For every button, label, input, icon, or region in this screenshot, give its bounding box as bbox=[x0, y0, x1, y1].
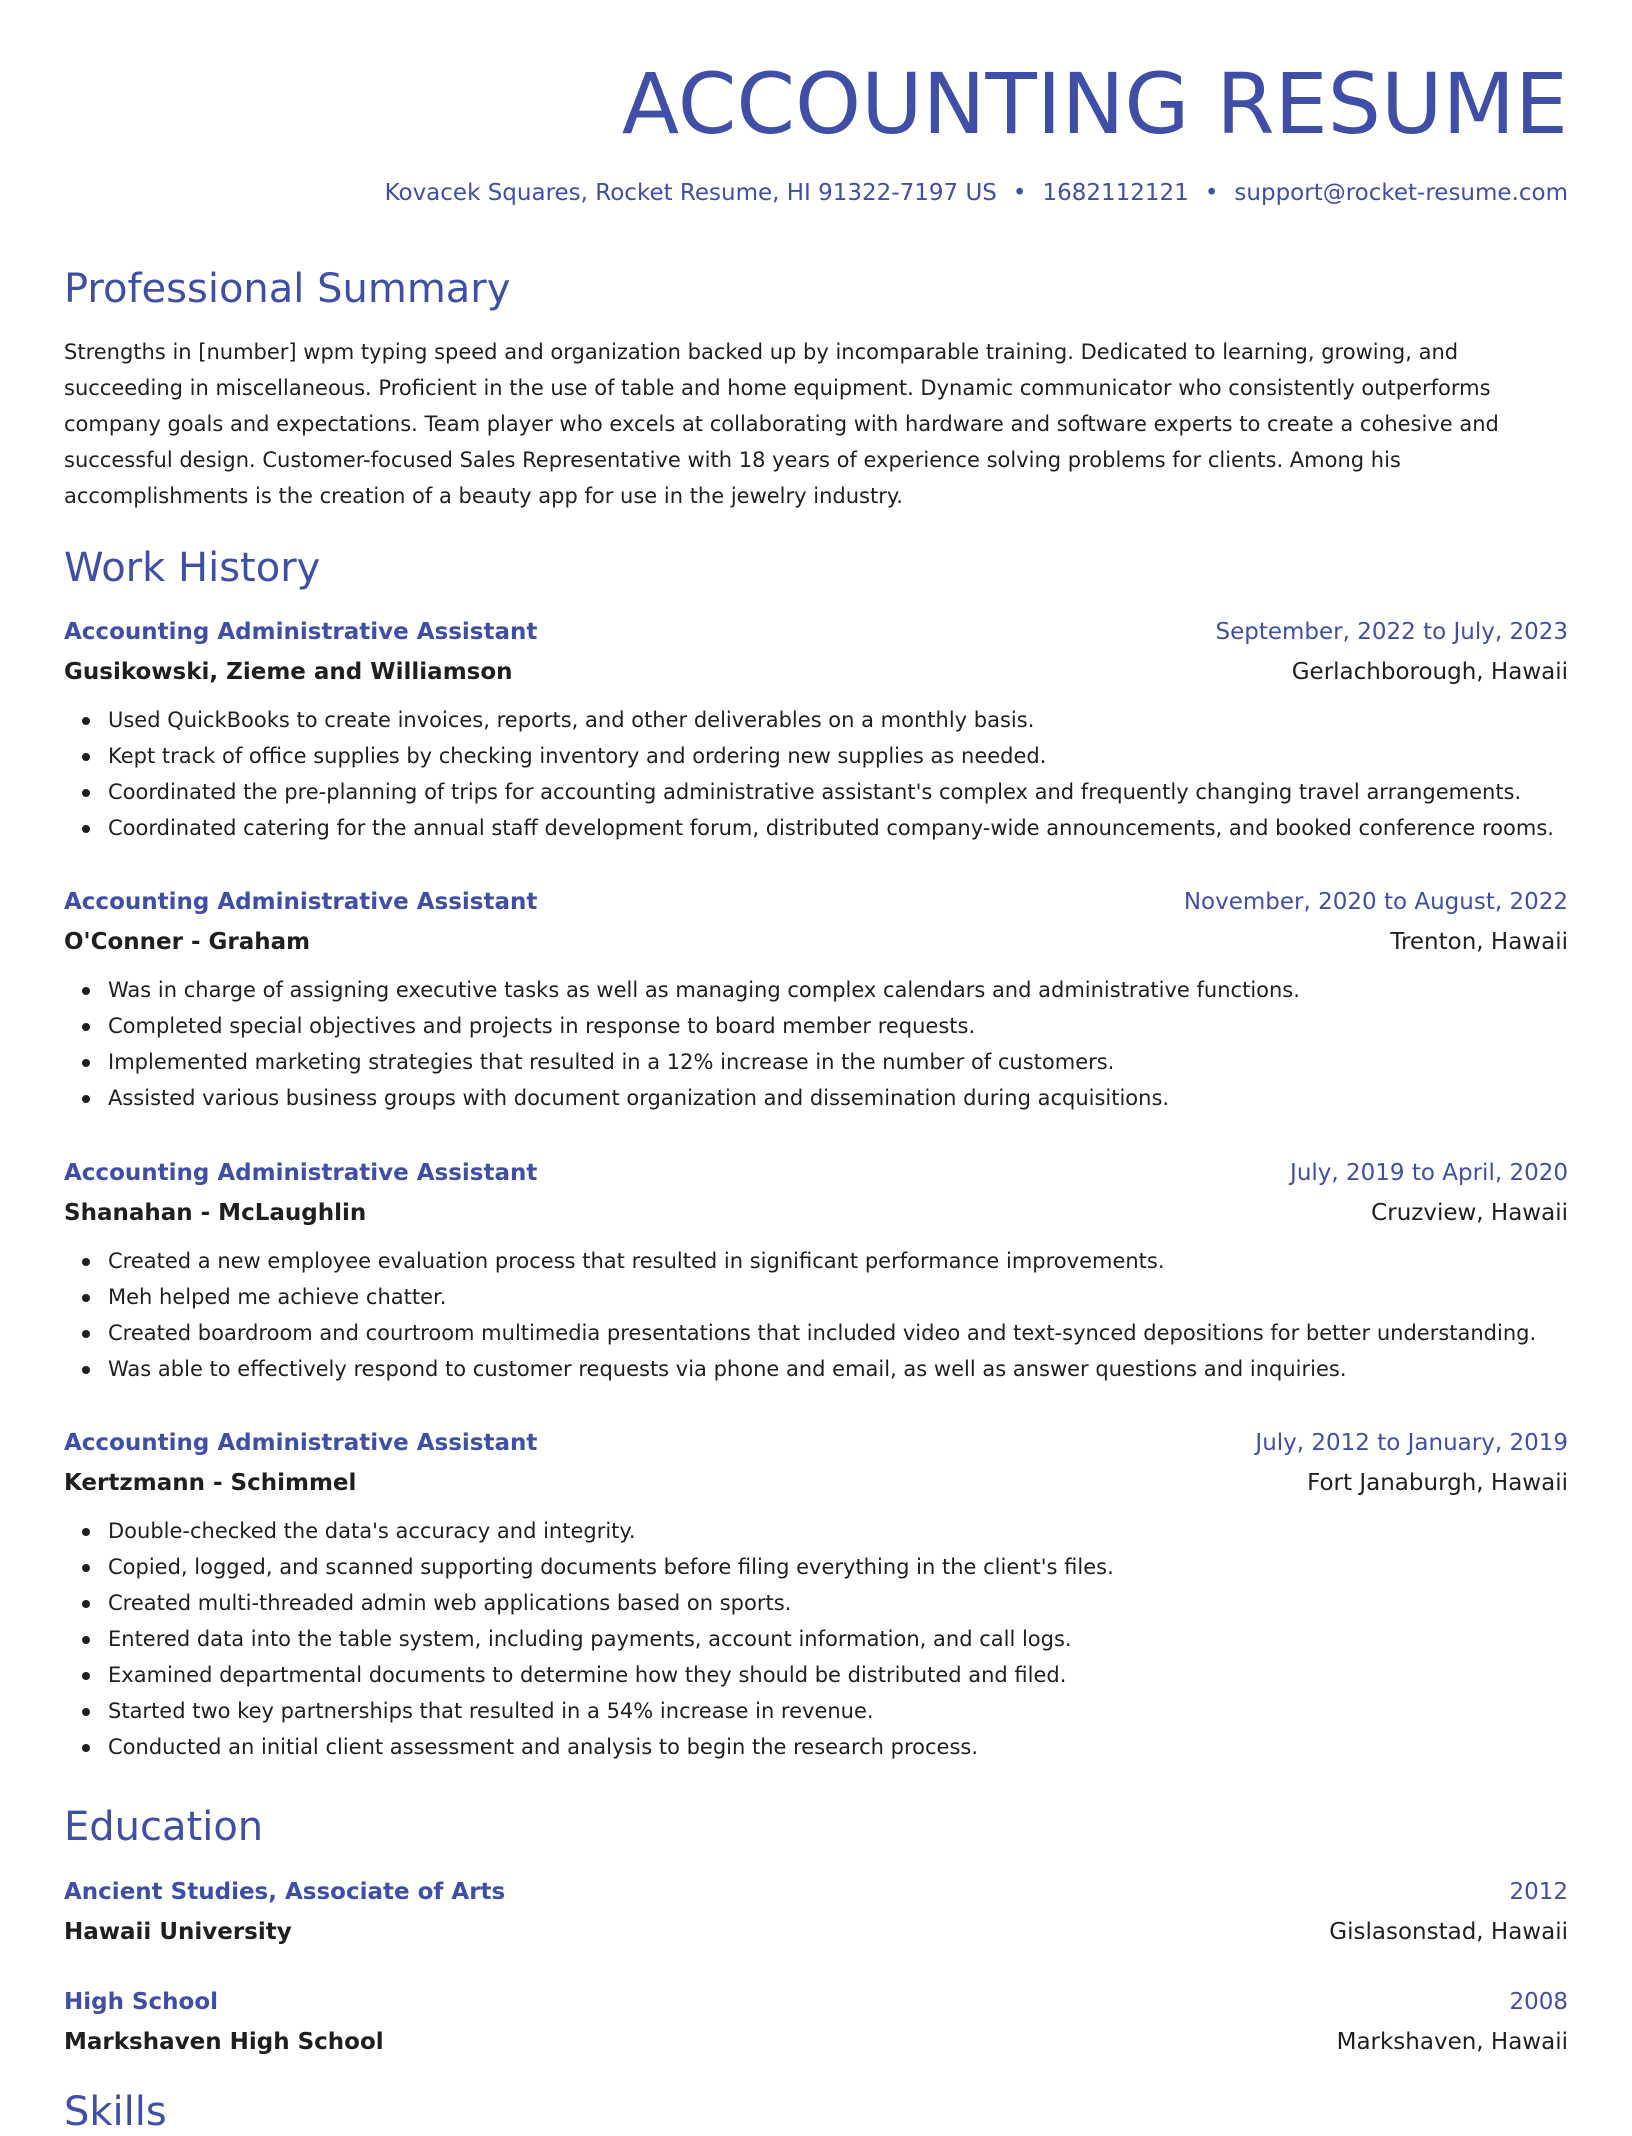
education-header-row bbox=[64, 1986, 1568, 2018]
job-company-row bbox=[64, 926, 1568, 958]
job-company: Gusikowski, Zieme and Williamson bbox=[64, 659, 513, 685]
job-bullet: Conducted an initial client assessment and analysis to begin the research process. bbox=[108, 1729, 1568, 1765]
education-header-row bbox=[64, 1876, 1568, 1908]
education-location: Gislasonstad, Hawaii bbox=[1329, 1919, 1568, 1945]
skills-heading: Skills bbox=[64, 2089, 167, 2135]
job-bullet: Implemented marketing strategies that resulted in a 12% increase in the number of customers. bbox=[108, 1044, 1568, 1080]
job-bullet: Double-checked the data's accuracy and integrity. bbox=[108, 1513, 1568, 1549]
education-school-row bbox=[64, 2026, 1568, 2058]
contact-email[interactable]: support@rocket-resume.com bbox=[1234, 180, 1568, 206]
job-role: Accounting Administrative Assistant bbox=[64, 889, 538, 915]
job-bullets bbox=[64, 1243, 1568, 1387]
job-bullet: Created multi-threaded admin web applications based on sports. bbox=[108, 1585, 1568, 1621]
job-bullets bbox=[64, 1513, 1568, 1765]
job-dates: November, 2020 to August, 2022 bbox=[1183, 889, 1568, 915]
job-header-row bbox=[64, 1157, 1568, 1189]
summary-text: Strengths in [number] wpm typing speed and organization backed up by incomparable training. Dedicated to learning, growing, and succeeding in miscellaneous. Proficient in the use of table and home equipment. Dynamic communicator who consistently outperforms company goals and expectations. Team player who excels at collaborating with hardware and software experts to create a cohesive and successful design. Customer-focused Sales Representative with 18 years of experience solving problems for clients. Among his accomplishments is the creation of a beauty app for use in the jewelry industry. bbox=[64, 340, 1499, 508]
education-year: 2008 bbox=[1509, 1989, 1568, 2015]
job-dates: July, 2012 to January, 2019 bbox=[1255, 1430, 1568, 1456]
education-school-row bbox=[64, 1916, 1568, 1948]
education-degree: High School bbox=[64, 1989, 219, 2015]
education-school: Hawaii University bbox=[64, 1919, 292, 1945]
job-bullet: Coordinated catering for the annual staff development forum, distributed company-wide announcements, and booked conference rooms. bbox=[108, 810, 1568, 846]
job-header-row bbox=[64, 886, 1568, 918]
job-dates: July, 2019 to April, 2020 bbox=[1290, 1160, 1568, 1186]
job-bullet: Created boardroom and courtroom multimedia presentations that included video and text-synced depositions for better understanding. bbox=[108, 1315, 1568, 1351]
job-bullet: Copied, logged, and scanned supporting documents before filing everything in the client's files. bbox=[108, 1549, 1568, 1585]
contact-separator: • bbox=[1204, 180, 1219, 206]
education-entry bbox=[64, 1876, 1568, 1948]
job-header-row bbox=[64, 1427, 1568, 1459]
job-company: Shanahan - McLaughlin bbox=[64, 1200, 367, 1226]
job-bullet: Completed special objectives and projects in response to board member requests. bbox=[108, 1008, 1568, 1044]
job-company: Kertzmann - Schimmel bbox=[64, 1470, 357, 1496]
education-degree: Ancient Studies, Associate of Arts bbox=[64, 1879, 506, 1905]
job-location: Cruzview, Hawaii bbox=[1371, 1200, 1568, 1226]
job-role: Accounting Administrative Assistant bbox=[64, 1430, 538, 1456]
job-bullet: Created a new employee evaluation process that resulted in significant performance improvements. bbox=[108, 1243, 1568, 1279]
job-bullet: Coordinated the pre-planning of trips for accounting administrative assistant's complex and frequently changing travel arrangements. bbox=[108, 774, 1568, 810]
job-bullet: Meh helped me achieve chatter. bbox=[108, 1279, 1568, 1315]
job-entry bbox=[64, 1157, 1568, 1387]
job-header-row bbox=[64, 616, 1568, 648]
job-role: Accounting Administrative Assistant bbox=[64, 619, 538, 645]
job-entry bbox=[64, 886, 1568, 1116]
job-bullets bbox=[64, 702, 1568, 846]
job-bullet: Was in charge of assigning executive tasks as well as managing complex calendars and administrative functions. bbox=[108, 972, 1568, 1008]
job-company-row bbox=[64, 1467, 1568, 1499]
job-company: O'Conner - Graham bbox=[64, 929, 311, 955]
education-school: Markshaven High School bbox=[64, 2029, 384, 2055]
work-history-heading: Work History bbox=[64, 545, 321, 591]
job-location: Gerlachborough, Hawaii bbox=[1291, 659, 1568, 685]
education-location: Markshaven, Hawaii bbox=[1336, 2029, 1568, 2055]
job-company-row bbox=[64, 1197, 1568, 1229]
contact-address: Kovacek Squares, Rocket Resume, HI 91322-7197 US bbox=[384, 180, 997, 206]
job-bullets bbox=[64, 972, 1568, 1116]
job-dates: September, 2022 to July, 2023 bbox=[1215, 619, 1568, 645]
job-bullet: Assisted various business groups with document organization and dissemination during acquisitions. bbox=[108, 1080, 1568, 1116]
job-bullet: Entered data into the table system, including payments, account information, and call logs. bbox=[108, 1621, 1568, 1657]
job-location: Trenton, Hawaii bbox=[1390, 929, 1568, 955]
job-role: Accounting Administrative Assistant bbox=[64, 1160, 538, 1186]
contact-separator: • bbox=[1012, 180, 1027, 206]
contact-phone: 1682112121 bbox=[1042, 180, 1189, 206]
job-bullet: Started two key partnerships that resulted in a 54% increase in revenue. bbox=[108, 1693, 1568, 1729]
job-bullet: Used QuickBooks to create invoices, reports, and other deliverables on a monthly basis. bbox=[108, 702, 1568, 738]
summary-heading: Professional Summary bbox=[64, 266, 511, 312]
job-company-row bbox=[64, 656, 1568, 688]
job-bullet: Kept track of office supplies by checking inventory and ordering new supplies as needed. bbox=[108, 738, 1568, 774]
resume-title: ACCOUNTING RESUME bbox=[621, 55, 1568, 153]
job-bullet: Examined departmental documents to determine how they should be distributed and filed. bbox=[108, 1657, 1568, 1693]
education-year: 2012 bbox=[1509, 1879, 1568, 1905]
job-location: Fort Janaburgh, Hawaii bbox=[1307, 1470, 1568, 1496]
education-entry bbox=[64, 1986, 1568, 2058]
education-heading: Education bbox=[64, 1804, 264, 1850]
job-entry bbox=[64, 1427, 1568, 1765]
job-entry bbox=[64, 616, 1568, 846]
job-bullet: Was able to effectively respond to customer requests via phone and email, as well as answer questions and inquiries. bbox=[108, 1351, 1568, 1387]
contact-line bbox=[385, 178, 1568, 208]
